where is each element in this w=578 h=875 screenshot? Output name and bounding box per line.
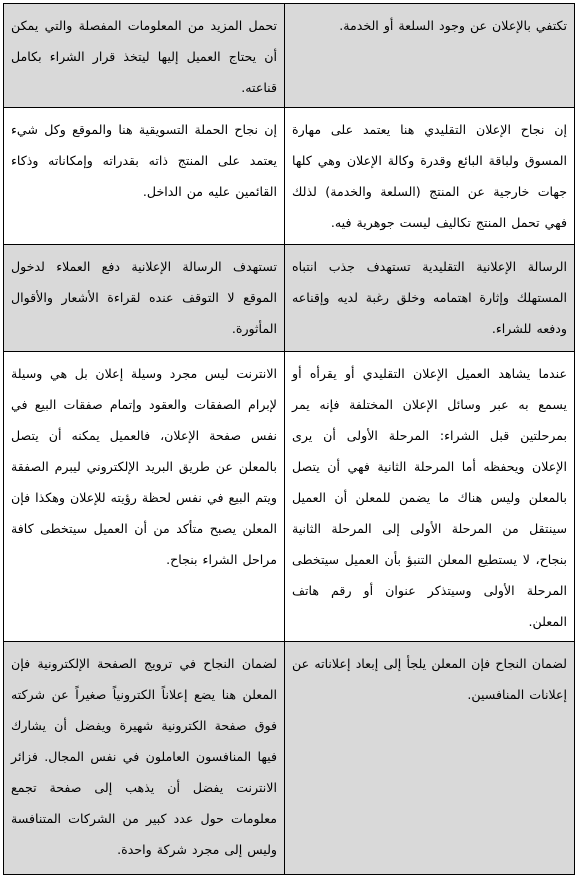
traditional-ad-cell: عندما يشاهد العميل الإعلان التقليدي أو يقرأه أو يسمع به عبر وسائل الإعلان المختلفة فإنه يمر بمرحلتين قبل الشراء: المرحلة الأولى أن يرى الإعلان ويحفظه أما المرحلة الثانية فهي أن يتصل بالمعلن وليس هناك ما يضمن للمعلن أن العميل سينتقل من المرحلة الأولى إلى المرحلة الثانية بنجاح، لا يستطيع المعلن التنبؤ بأن العميل سيتخطى المرحلة الأولى وسيتذكر عنوان أو رقم هاتف المعلن. [285, 352, 575, 642]
online-ad-cell: تستهدف الرسالة الإعلانية دفع العملاء لدخول الموقع لا التوقف عنده لقراءة الأشعار والأقوال المأثورة. [4, 245, 285, 352]
traditional-ad-cell: إن نجاح الإعلان التقليدي هنا يعتمد على مهارة المسوق ولباقة البائع وقدرة وكالة الإعلان وهي كلها جهات خارجية عن المنتج (السلعة والخدمة) لذلك فهي تحمل المنتج تكاليف ليست جوهرية فيه. [285, 108, 575, 245]
online-ad-cell: إن نجاح الحملة التسويقية هنا والموقع وكل شيء يعتمد على المنتج ذاته بقدراته وإمكاناته وذكاء القائمين عليه من الداخل. [4, 108, 285, 245]
table-row [4, 352, 575, 642]
table-row [4, 108, 575, 245]
online-ad-cell: لضمان النجاح في ترويج الصفحة الإلكترونية فإن المعلن هنا يضع إعلاناً الكترونياً صغيراً عن شركته فوق صفحة الكترونية شهيرة ويفضل أن يشارك فيها المنافسون العاملون في نفس المجال. فزائر الانترنت يفضل أن يذهب إلى صفحة تجمع معلومات حول عدد كبير من الشركات المتنافسة وليس إلى مجرد شركة واحدة. [4, 642, 285, 875]
online-ad-cell: تحمل المزيد من المعلومات المفصلة والتي يمكن أن يحتاج العميل إليها ليتخذ قرار الشراء بكامل قناعته. [4, 4, 285, 108]
table-row [4, 4, 575, 108]
online-ad-cell: الانترنت ليس مجرد وسيلة إعلان بل هي وسيلة لإبرام الصفقات والعقود وإتمام صفقات البيع في نفس صفحة الإعلان، فالعميل يمكنه أن يتصل بالمعلن عن طريق البريد الإلكتروني ليبرم الصفقة ويتم البيع في نفس لحظة رؤيته للإعلان وهكذا فإن المعلن يصبح متأكد من أن العميل سيتخطى كافة مراحل الشراء بنجاح. [4, 352, 285, 642]
table-row [4, 642, 575, 875]
traditional-ad-cell: الرسالة الإعلانية التقليدية تستهدف جذب انتباه المستهلك وإثارة اهتمامه وخلق رغبة لديه وإقناعه ودفعه للشراء. [285, 245, 575, 352]
traditional-ad-cell: لضمان النجاح فإن المعلن يلجأ إلى إبعاد إعلاناته عن إعلانات المنافسين. [285, 642, 575, 875]
traditional-ad-cell: تكتفي بالإعلان عن وجود السلعة أو الخدمة. [285, 4, 575, 108]
table-row [4, 245, 575, 352]
comparison-table [3, 3, 575, 875]
